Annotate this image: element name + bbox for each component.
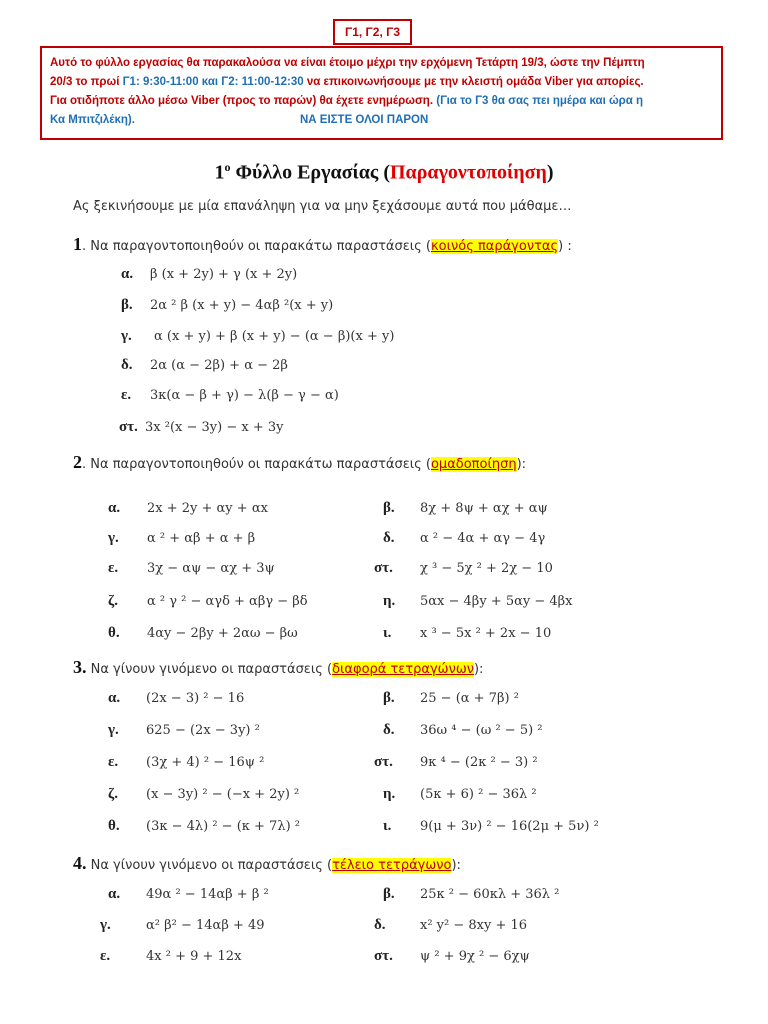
section-text: ): xyxy=(516,457,527,472)
exercise-label: στ. xyxy=(374,948,393,964)
exercise-label: στ. xyxy=(119,419,138,435)
section-heading xyxy=(73,234,572,255)
exercise-expression: (2x − 3) ² − 16 xyxy=(146,691,245,706)
notice-line-4 xyxy=(50,111,713,130)
exercise-expression: 9κ ⁴ − (2κ ² − 3) ² xyxy=(420,755,538,770)
exercise-expression: 4αy − 2βy + 2αω − βω xyxy=(147,626,298,641)
exercise-expression: 2x + 2y + αy + αx xyxy=(147,501,268,516)
exercise-expression: β (x + 2y) + γ (x + 2y) xyxy=(150,267,298,282)
class-badge: Γ1, Γ2, Γ3 xyxy=(333,19,412,45)
exercise-expression: 625 − (2x − 3y) ² xyxy=(146,723,260,738)
exercise-expression: 3x ²(x − 3y) − x + 3y xyxy=(145,420,284,435)
exercise-expression: (x − 3y) ² − (−x + 2y) ² xyxy=(146,787,300,802)
notice-schedule: Γ1: 9:30-11:00 και Γ2: 11:00-12:30 xyxy=(122,76,304,88)
exercise-expression: 3κ(α − β + γ) − λ(β − γ − α) xyxy=(150,388,339,403)
exercise-expression: 25 − (α + 7β) ² xyxy=(420,691,519,706)
exercise-label: α. xyxy=(108,690,121,706)
exercise-label: α. xyxy=(108,886,121,902)
notice-box xyxy=(40,46,723,140)
exercise-expression: (3κ − 4λ) ² − (κ + 7λ) ² xyxy=(146,819,300,834)
notice-line-1: Αυτό το φύλλο εργασίας θα παρακαλούσα να είναι έτοιμο μέχρι την ερχόμενη Τετάρτη 19/3, ώστε την Πέμπτη xyxy=(50,57,645,69)
exercise-label: δ. xyxy=(383,530,395,546)
exercise-expression: 5αx − 4βy + 5αy − 4βx xyxy=(420,594,573,609)
section-text: Να γίνουν γινόμενο οι παραστάσεις ( xyxy=(86,662,333,677)
title-number: 1 xyxy=(214,161,225,184)
exercise-label: γ. xyxy=(121,328,132,344)
exercise-label: δ. xyxy=(121,357,133,373)
exercise-label: η. xyxy=(383,786,396,802)
exercise-label: θ. xyxy=(108,818,120,834)
section-number: 4. xyxy=(73,853,87,873)
notice-text: Κα Μπιτζιλέκη). xyxy=(50,114,135,126)
exercise-label: α. xyxy=(121,266,134,282)
exercise-expression: ψ ² + 9χ ² − 6χψ xyxy=(420,949,530,964)
exercise-label: ζ. xyxy=(108,593,118,609)
exercise-label: η. xyxy=(383,593,396,609)
title-text: Φύλλο Εργασίας ( xyxy=(230,161,390,184)
notice-text: Για οτιδήποτε άλλο μέσω Viber (προς το παρών) θα έχετε ενημέρωση. xyxy=(50,95,437,107)
exercise-label: στ. xyxy=(374,754,393,770)
title-superscript: ο xyxy=(224,160,231,174)
exercise-expression: α ² γ ² − αγδ + αβγ − βδ xyxy=(147,594,308,609)
section-heading xyxy=(73,657,483,678)
exercise-expression: 2α (α − 2β) + α − 2β xyxy=(150,358,288,373)
exercise-expression: (5κ + 6) ² − 36λ ² xyxy=(420,787,537,802)
notice-line-2 xyxy=(50,73,713,92)
exercise-expression: χ ³ − 5χ ² + 2χ − 10 xyxy=(420,561,553,576)
exercise-expression: x² y² − 8xy + 16 xyxy=(420,918,528,933)
exercise-label: β. xyxy=(121,297,133,313)
notice-text: 20/3 το πρωί xyxy=(50,76,123,88)
section-method: ομαδοποίηση xyxy=(430,457,517,472)
section-number: 1 xyxy=(73,234,82,254)
exercise-expression: 25κ ² − 60κλ + 36λ ² xyxy=(420,887,560,902)
notice-attendance: ΝΑ ΕΙΣΤΕ ΟΛΟΙ ΠΑΡΟΝ xyxy=(299,114,429,126)
intro-text: Ας ξεκινήσουμε με μία επανάληψη για να μην ξεχάσουμε αυτά που μάθαμε… xyxy=(73,199,572,214)
exercise-label: γ. xyxy=(100,917,111,933)
section-text: . Να παραγοντοποιηθούν οι παρακάτω παραστάσεις ( xyxy=(82,239,431,254)
exercise-expression: x ³ − 5x ² + 2x − 10 xyxy=(420,626,552,641)
exercise-expression: α (x + y) + β (x + y) − (α − β)(x + y) xyxy=(154,329,395,344)
section-method: διαφορά τετραγώνων xyxy=(332,662,474,677)
exercise-label: ι. xyxy=(383,625,392,641)
section-text: ) : xyxy=(558,239,572,254)
exercise-label: ε. xyxy=(121,387,132,403)
exercise-label: ε. xyxy=(108,560,119,576)
exercise-expression: 49α ² − 14αβ + β ² xyxy=(146,887,269,902)
exercise-label: ι. xyxy=(383,818,392,834)
exercise-label: β. xyxy=(383,886,395,902)
section-method: κοινός παράγοντας xyxy=(430,239,559,254)
section-text: . Να παραγοντοποιηθούν οι παρακάτω παραστάσεις ( xyxy=(82,457,431,472)
exercise-expression: 9(μ + 3ν) ² − 16(2μ + 5ν) ² xyxy=(420,819,599,834)
exercise-label: α. xyxy=(108,500,121,516)
section-heading xyxy=(73,452,526,473)
title-text: ) xyxy=(546,161,554,184)
exercise-label: ε. xyxy=(100,948,111,964)
section-text: Να γίνουν γινόμενο οι παραστάσεις ( xyxy=(86,858,333,873)
section-text: ): xyxy=(451,858,461,873)
exercise-expression: α ² − 4α + αγ − 4γ xyxy=(420,531,546,546)
notice-text: (Για το Γ3 θα σας πει ημέρα και ώρα η xyxy=(436,95,644,107)
exercise-label: ζ. xyxy=(108,786,118,802)
exercise-label: γ. xyxy=(108,530,119,546)
section-number: 3. xyxy=(73,657,87,677)
exercise-label: β. xyxy=(383,690,395,706)
exercise-label: β. xyxy=(383,500,395,516)
section-number: 2 xyxy=(73,452,82,472)
notice-line-3 xyxy=(50,92,713,111)
exercise-expression: 36ω ⁴ − (ω ² − 5) ² xyxy=(420,723,543,738)
exercise-label: γ. xyxy=(108,722,119,738)
exercise-expression: 4x ² + 9 + 12x xyxy=(146,949,242,964)
notice-text: να επικοινωνήσουμε με την κλειστή ομάδα Viber για απορίες. xyxy=(303,76,644,88)
section-method: τέλειο τετράγωνο xyxy=(332,858,452,873)
exercise-label: ε. xyxy=(108,754,119,770)
title-topic: Παραγοντοποίηση xyxy=(389,161,547,184)
page-title xyxy=(0,160,768,185)
section-heading xyxy=(73,853,461,874)
exercise-expression: 2α ² β (x + y) − 4αβ ²(x + y) xyxy=(150,298,334,313)
exercise-expression: (3χ + 4) ² − 16ψ ² xyxy=(146,755,265,770)
exercise-label: στ. xyxy=(374,560,393,576)
section-text: ): xyxy=(473,662,484,677)
exercise-label: δ. xyxy=(383,722,395,738)
exercise-expression: α ² + αβ + α + β xyxy=(147,531,256,546)
exercise-expression: 3χ − αψ − αχ + 3ψ xyxy=(147,561,275,576)
exercise-label: θ. xyxy=(108,625,120,641)
exercise-expression: 8χ + 8ψ + αχ + αψ xyxy=(420,501,548,516)
exercise-label: δ. xyxy=(374,917,386,933)
exercise-expression: α² β² − 14αβ + 49 xyxy=(146,918,265,933)
